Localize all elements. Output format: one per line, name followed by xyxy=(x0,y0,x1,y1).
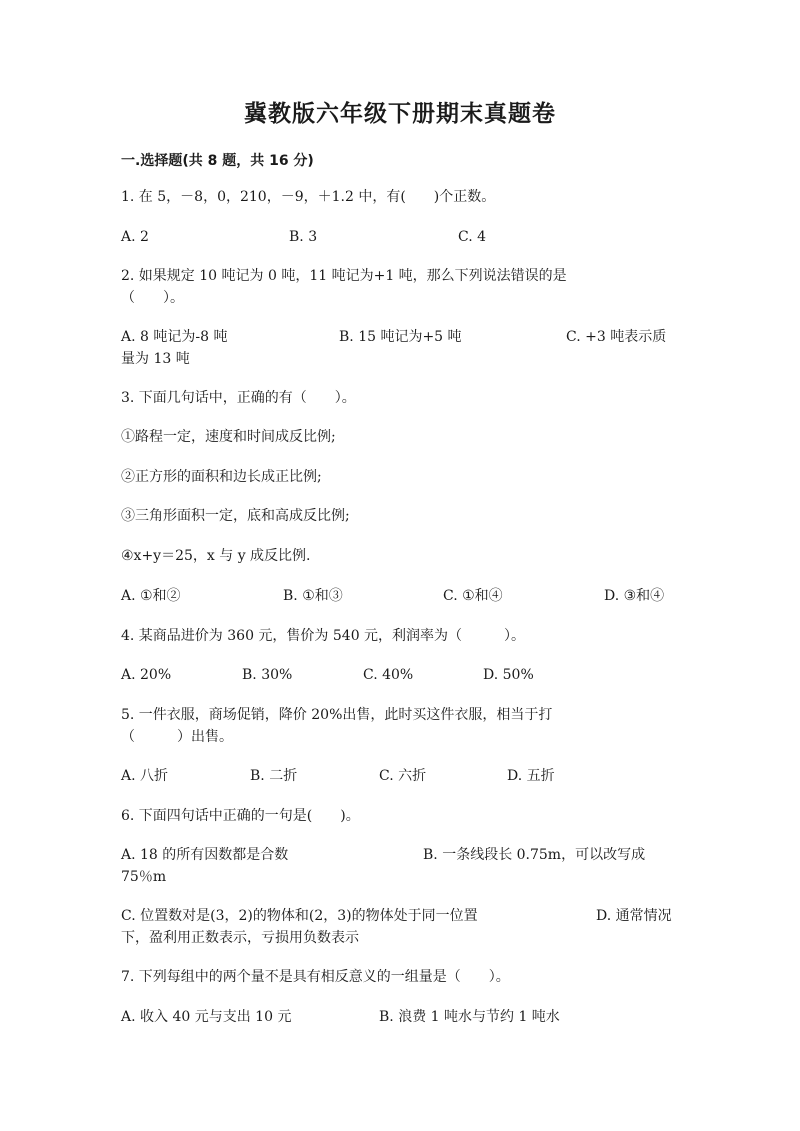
question-3-statement-1: ①路程一定，速度和时间成反比例; xyxy=(121,429,336,445)
question-1-option-b: B. 3 xyxy=(289,229,318,245)
question-2-option-c: C. +3 吨表示质 xyxy=(566,329,667,345)
question-1-option-c: C. 4 xyxy=(458,229,487,245)
question-3-statement-3: ③三角形面积一定，底和高成反比例; xyxy=(121,508,350,524)
question-5-stem: 5. 一件衣服，商场促销，降价 20%出售，此时买这件衣服，相当于打 xyxy=(121,707,553,723)
question-1-stem: 1. 在 5，－8，0，210，－9，＋1.2 中，有( )个正数。 xyxy=(121,189,496,205)
question-3-option-a: A. ①和② xyxy=(121,588,181,604)
question-6-stem: 6. 下面四句话中正确的一句是( )。 xyxy=(121,808,360,824)
question-2-option-c-cont: 量为 13 吨 xyxy=(121,351,190,367)
question-3-option-d: D. ③和④ xyxy=(604,588,665,604)
question-5-option-b: B. 二折 xyxy=(250,768,298,784)
question-2-stem-cont: （ ）。 xyxy=(121,290,184,306)
question-3-statement-4: ④x+y＝25，x 与 y 成反比例. xyxy=(121,548,311,564)
question-4-option-d: D. 50% xyxy=(483,667,534,683)
question-1-option-a: A. 2 xyxy=(121,229,149,245)
question-4-option-a: A. 20% xyxy=(121,667,172,683)
question-3-stem: 3. 下面几句话中，正确的有（ ）。 xyxy=(121,390,356,406)
question-3-statement-2: ②正方形的面积和边长成正比例; xyxy=(121,469,322,485)
section-heading: 一.选择题(共 8 题，共 16 分) xyxy=(121,153,314,169)
question-4-stem: 4. 某商品进价为 360 元，售价为 540 元，利润率为（ ）。 xyxy=(121,628,526,644)
question-4-option-c: C. 40% xyxy=(363,667,414,683)
question-7-option-a: A. 收入 40 元与支出 10 元 xyxy=(121,1009,292,1025)
question-5-option-a: A. 八折 xyxy=(121,768,169,784)
question-7-stem: 7. 下列每组中的两个量不是具有相反意义的一组量是（ ）。 xyxy=(121,969,510,985)
question-3-option-c: C. ①和④ xyxy=(443,588,503,604)
question-2-option-b: B. 15 吨记为+5 吨 xyxy=(339,329,462,345)
question-6-option-b-cont: 75％m xyxy=(121,869,167,885)
question-6-option-d: D. 通常情况 xyxy=(596,908,672,924)
question-7-option-b: B. 浪费 1 吨水与节约 1 吨水 xyxy=(379,1009,560,1025)
question-2-stem: 2. 如果规定 10 吨记为 0 吨，11 吨记为+1 吨，那么下列说法错误的是 xyxy=(121,268,567,284)
question-3-option-b: B. ①和③ xyxy=(283,588,343,604)
question-6-option-d-cont: 下，盈利用正数表示，亏损用负数表示 xyxy=(121,930,359,946)
question-5-option-d: D. 五折 xyxy=(507,768,555,784)
question-5-option-c: C. 六折 xyxy=(379,768,427,784)
question-6-option-a: A. 18 的所有因数都是合数 xyxy=(121,847,289,863)
question-6-option-b: B. 一条线段长 0.75m，可以改写成 xyxy=(423,847,646,863)
question-6-option-c: C. 位置数对是(3，2)的物体和(2，3)的物体处于同一位置 xyxy=(121,908,478,924)
question-2-option-a: A. 8 吨记为-8 吨 xyxy=(121,329,228,345)
question-4-option-b: B. 30% xyxy=(242,667,293,683)
question-5-stem-cont: （ ）出售。 xyxy=(121,729,233,745)
page-title: 冀教版六年级下册期末真题卷 xyxy=(244,101,556,127)
